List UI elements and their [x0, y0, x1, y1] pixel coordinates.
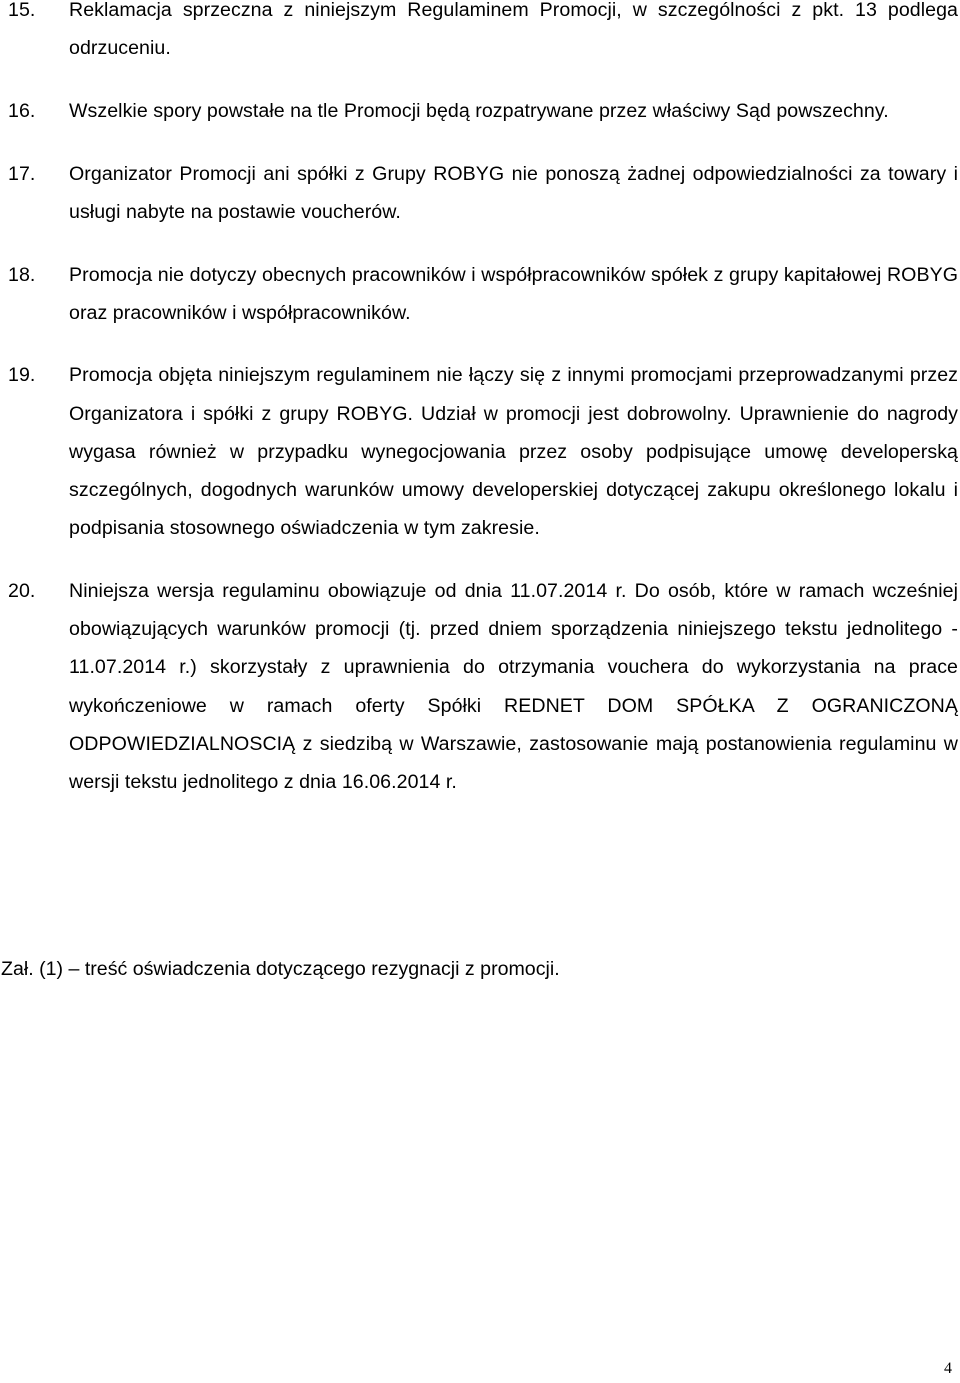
item-text: Niniejsza wersja regulaminu obowiązuje od dnia 11.07.2014 r. Do osób, które w ramach wcześniej obowiązujących warunków promocji (tj. przed dniem sporządzenia niniejszego tekstu jednolitego - 11.07.2014 r.) skorzystały z uprawnienia do otrzymania vouchera do wykorzystania na prace wykończeniowe w ramach oferty Spółki REDNET DOM SPÓŁKA Z OGRANICZONĄ ODPOWIEDZIALNOSCIĄ z siedzibą w Warszawie, zastosowanie mają postanowienia regulaminu w wersji tekstu jednolitego z dnia 16.06.2014 r.	[69, 579, 958, 793]
list-item	[8, 356, 958, 547]
list-item	[8, 155, 958, 231]
item-number: 18.	[8, 263, 36, 286]
page-number: 4	[944, 1360, 952, 1377]
item-number: 19.	[8, 364, 36, 387]
item-text: Organizator Promocji ani spółki z Grupy ROBYG nie ponoszą żadnej odpowiedzialności za towary i usługi nabyte na postawie voucherów.	[69, 162, 958, 223]
list-item	[8, 572, 958, 801]
attachment-note: Zał. (1) – treść oświadczenia dotyczącego rezygnacji z promocji.	[1, 958, 560, 980]
item-number: 16.	[8, 99, 36, 122]
item-text: Reklamacja sprzeczna z niniejszym Regulaminem Promocji, w szczególności z pkt. 13 podlega odrzuceniu.	[69, 0, 958, 60]
item-number: 15.	[8, 0, 36, 21]
regulation-items-list	[8, 0, 958, 826]
item-text: Promocja objęta niniejszym regulaminem nie łączy się z innymi promocjami przeprowadzanymi przez Organizatora i spółki z grupy ROBYG. Udział w promocji jest dobrowolny. Uprawnienie do nagrody wygasa również w przypadku wynegocjowania przez osoby podpisujące umowę developerską szczególnych, dogodnych warunków umowy developerskiej dotyczącej zakupu określonego lokalu i podpisania stosownego oświadczenia w tym zakresie.	[69, 364, 958, 540]
list-item	[8, 256, 958, 332]
item-number: 20.	[8, 579, 36, 602]
item-text: Wszelkie spory powstałe na tle Promocji będą rozpatrywane przez właściwy Sąd powszechny.	[69, 99, 889, 122]
list-item	[8, 0, 958, 67]
list-item	[8, 92, 958, 130]
item-number: 17.	[8, 162, 36, 185]
item-text: Promocja nie dotyczy obecnych pracowników i współpracowników spółek z grupy kapitałowej ROBYG oraz pracowników i współpracowników.	[69, 263, 958, 324]
